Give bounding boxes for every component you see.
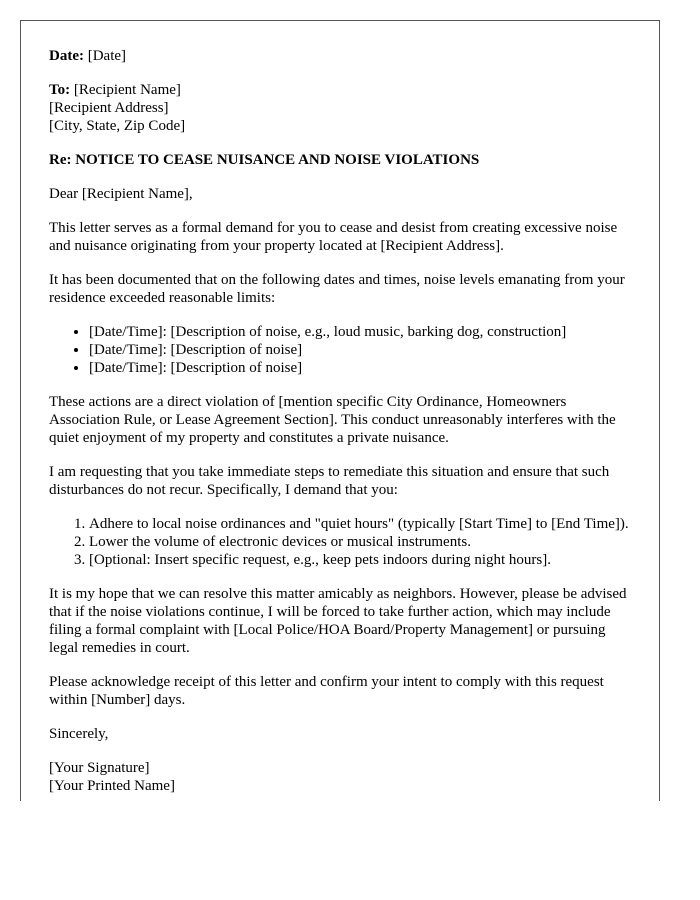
request-paragraph: I am requesting that you take immediate steps to remediate this situation and ensure that such disturbances do not recur. Specifically, I demand that you:	[49, 464, 610, 498]
demand-item: 2. Lower the volume of electronic devices or musical instruments.	[89, 533, 631, 551]
acknowledge-paragraph: Please acknowledge receipt of this letter and confirm your intent to comply with this request within [Number] days.	[49, 674, 604, 708]
signature-line: [Your Signature]	[49, 760, 150, 776]
date-label: Date:	[49, 48, 84, 64]
incident-item: • [Date/Time]: [Description of noise]	[89, 359, 631, 377]
incident-item: • [Date/Time]: [Description of noise]	[89, 341, 631, 359]
demand-list	[49, 515, 631, 569]
hope-paragraph: It is my hope that we can resolve this matter amicably as neighbors. However, please be advised that if the noise violations continue, I will be forced to take further action, which may include filing a formal complaint with [Local Police/HOA Board/Property Management] or pursuing legal remedies in court.	[49, 586, 627, 656]
incident-list	[49, 323, 631, 377]
sign-off: Sincerely,	[49, 726, 109, 742]
to-label: To:	[49, 82, 71, 98]
recipient-block	[49, 81, 631, 135]
demand-item: 3. [Optional: Insert specific request, e.g., keep pets indoors during night hours].	[89, 551, 631, 569]
subject-line: Re: NOTICE TO CEASE NUISANCE AND NOISE VIOLATIONS	[49, 152, 480, 168]
recipient-name-line	[49, 81, 631, 99]
demand-item: 1. Adhere to local noise ordinances and "quiet hours" (typically [Start Time] to [End Time]).	[89, 515, 631, 533]
recipient-city: [City, State, Zip Code]	[49, 118, 186, 134]
signature-block	[49, 759, 631, 795]
documented-paragraph: It has been documented that on the following dates and times, noise levels emanating from your residence exceeded reasonable limits:	[49, 272, 625, 306]
printed-name-line: [Your Printed Name]	[49, 778, 175, 794]
recipient-address: [Recipient Address]	[49, 100, 169, 116]
date-value: [Date]	[87, 48, 127, 64]
recipient-name: [Recipient Name]	[73, 82, 181, 98]
intro-paragraph: This letter serves as a formal demand for you to cease and desist from creating excessive noise and nuisance originating from your property located at [Recipient Address].	[49, 220, 618, 254]
letter-body	[21, 21, 659, 795]
salutation: Dear [Recipient Name],	[49, 186, 193, 202]
letter-page	[20, 20, 660, 801]
incident-item: • [Date/Time]: [Description of noise, e.g., loud music, barking dog, construction]	[89, 323, 631, 341]
date-line	[49, 47, 631, 65]
violation-paragraph: These actions are a direct violation of [mention specific City Ordinance, Homeowners Association Rule, or Lease Agreement Section]. This conduct unreasonably interferes with the quiet enjoyment of my property and constitutes a private nuisance.	[49, 394, 616, 446]
